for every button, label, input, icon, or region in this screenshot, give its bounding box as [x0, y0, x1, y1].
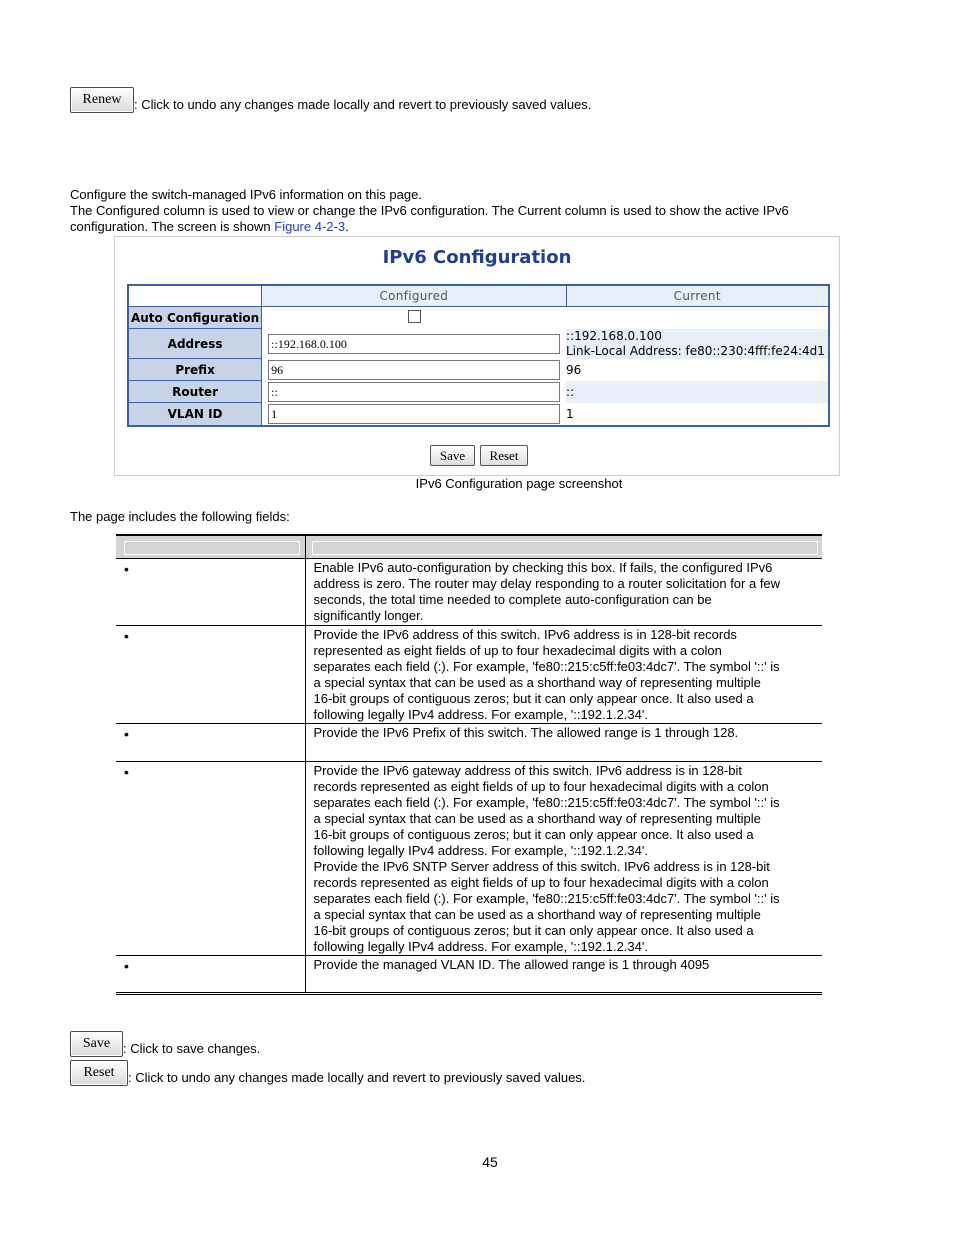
header-blank	[128, 285, 262, 307]
auto-config-current	[566, 307, 829, 329]
field-description	[305, 625, 822, 723]
field-line: Provide the IPv6 address of this switch. IPv6 address is in 128-bit records	[313, 626, 737, 642]
row-label-prefix: Prefix	[128, 359, 262, 381]
save-row	[70, 1031, 260, 1057]
field-line: separates each field (:). For example, 'fe80::215:c5ff:fe03:4dc7'. The symbol '::' is	[313, 794, 780, 810]
field-description	[305, 559, 822, 625]
reset-row	[70, 1060, 585, 1086]
panel-reset-button[interactable]: Reset	[480, 445, 528, 466]
row-label-vlan-id: VLAN ID	[128, 403, 262, 426]
screenshot-panel	[114, 236, 840, 476]
field-row	[116, 955, 822, 993]
field-line: records represented as eight fields of up to four hexadecimal digits with a colon	[313, 778, 769, 794]
auto-configuration-checkbox[interactable]	[408, 310, 421, 323]
renew-description: : Click to undo any changes made locally and revert to previously saved values.	[134, 97, 592, 112]
link-local-address: Link-Local Address: fe80::230:4fff:fe24:4d1	[566, 343, 825, 358]
field-line: 16-bit groups of contiguous zeros; but it can only appear once. It also used a	[313, 690, 754, 706]
reset-button[interactable]: Reset	[70, 1060, 128, 1086]
field-bullet: •	[116, 761, 305, 955]
field-line: Provide the IPv6 SNTP Server address of this switch. IPv6 address is in 128-bit	[313, 858, 770, 874]
router-configured-cell	[262, 381, 566, 403]
field-line: following legally IPv4 address. For example, '::192.1.2.34'.	[313, 842, 648, 858]
vlan-id-input[interactable]: 1	[268, 404, 560, 424]
fields-table-wrapper	[116, 534, 822, 995]
address-input[interactable]: ::192.168.0.100	[268, 334, 560, 354]
intro-line-3	[70, 219, 870, 235]
header-divider	[305, 536, 306, 558]
renew-button[interactable]: Renew	[70, 87, 134, 113]
field-line: seconds, the total time needed to complete auto-configuration can be	[313, 592, 712, 607]
intro-line-3-text: configuration. The screen is shown	[70, 219, 275, 234]
figure-link[interactable]: Figure 4-2-3	[274, 219, 346, 234]
field-line: 16-bit groups of contiguous zeros; but it can only appear once. It also used a	[313, 826, 754, 842]
field-line: following legally IPv4 address. For example, '::192.1.2.34'.	[313, 938, 648, 954]
ipv6-config-table	[127, 284, 830, 427]
field-line: separates each field (:). For example, 'fe80::215:c5ff:fe03:4dc7'. The symbol '::' is	[313, 890, 780, 906]
panel-title: IPv6 Configuration	[382, 247, 572, 268]
field-bullet: •	[116, 625, 305, 723]
vlan-configured-cell	[262, 403, 566, 426]
fields-table	[116, 559, 822, 995]
save-button[interactable]: Save	[70, 1031, 123, 1057]
intro-line-1: Configure the switch-managed IPv6 information on this page.	[70, 187, 422, 202]
auto-config-cell	[262, 307, 566, 329]
row-label-auto-configuration: Auto Configuration	[128, 307, 262, 329]
prefix-current: 96	[566, 362, 582, 377]
figure-caption: IPv6 Configuration page screenshot	[415, 476, 623, 491]
field-bullet: •	[116, 559, 305, 625]
header-current: Current	[566, 285, 829, 307]
field-line: Provide the IPv6 gateway address of this switch. IPv6 address is in 128-bit	[313, 762, 742, 778]
field-description	[305, 761, 822, 955]
fields-table-header	[116, 534, 822, 559]
header-configured: Configured	[262, 285, 566, 307]
row-label-router: Router	[128, 381, 262, 403]
field-row	[116, 559, 822, 625]
row-label-address: Address	[128, 329, 262, 359]
intro-line-2: The Configured column is used to view or change the IPv6 configuration. The Current column is used to show the active IPv6	[70, 203, 789, 218]
field-description	[305, 723, 822, 761]
renew-row	[70, 87, 591, 113]
field-line: represented as eight fields of up to four hexadecimal digits with a colon	[313, 642, 722, 658]
prefix-input[interactable]: 96	[268, 360, 560, 380]
field-line: 16-bit groups of contiguous zeros; but it can only appear once. It also used a	[313, 922, 754, 938]
address-current	[566, 329, 829, 359]
reset-description: : Click to undo any changes made locally and revert to previously saved values.	[128, 1070, 586, 1085]
vlan-current: 1	[566, 406, 574, 421]
header-cell-object	[124, 541, 300, 555]
field-line: a special syntax that can be used as a shorthand way of representing multiple	[313, 674, 761, 690]
intro	[70, 187, 870, 235]
router-current: ::	[566, 381, 829, 403]
address-current-value: ::192.168.0.100	[566, 328, 662, 343]
field-bullet: •	[116, 723, 305, 761]
field-line: following legally IPv4 address. For example, '::192.1.2.34'.	[313, 706, 648, 722]
field-line: records represented as eight fields of up to four hexadecimal digits with a colon	[313, 874, 769, 890]
page-number: 45	[482, 1154, 498, 1170]
field-line: Enable IPv6 auto-configuration by checking this box. If fails, the configured IPv6	[313, 560, 773, 575]
panel-save-button[interactable]: Save	[430, 445, 475, 466]
header-cell-description	[312, 541, 818, 555]
intro-line-3-suffix: .	[345, 219, 349, 234]
address-configured-cell	[262, 329, 566, 359]
prefix-configured-cell	[262, 359, 566, 381]
field-row	[116, 761, 822, 955]
router-input[interactable]: ::	[268, 382, 560, 402]
save-description: : Click to save changes.	[123, 1041, 261, 1056]
field-description	[305, 955, 822, 993]
field-row	[116, 625, 822, 723]
field-line: address is zero. The router may delay responding to a router solicitation for a few	[313, 576, 781, 591]
field-line: a special syntax that can be used as a shorthand way of representing multiple	[313, 906, 761, 922]
fields-intro: The page includes the following fields:	[70, 509, 290, 524]
field-line: significantly longer.	[313, 608, 424, 623]
field-row	[116, 723, 822, 761]
field-line: Provide the managed VLAN ID. The allowed range is 1 through 4095	[313, 956, 710, 972]
field-line: a special syntax that can be used as a shorthand way of representing multiple	[313, 810, 761, 826]
field-line: Provide the IPv6 Prefix of this switch. The allowed range is 1 through 128.	[313, 724, 739, 740]
field-bullet: •	[116, 955, 305, 993]
field-line: separates each field (:). For example, 'fe80::215:c5ff:fe03:4dc7'. The symbol '::' is	[313, 658, 780, 674]
